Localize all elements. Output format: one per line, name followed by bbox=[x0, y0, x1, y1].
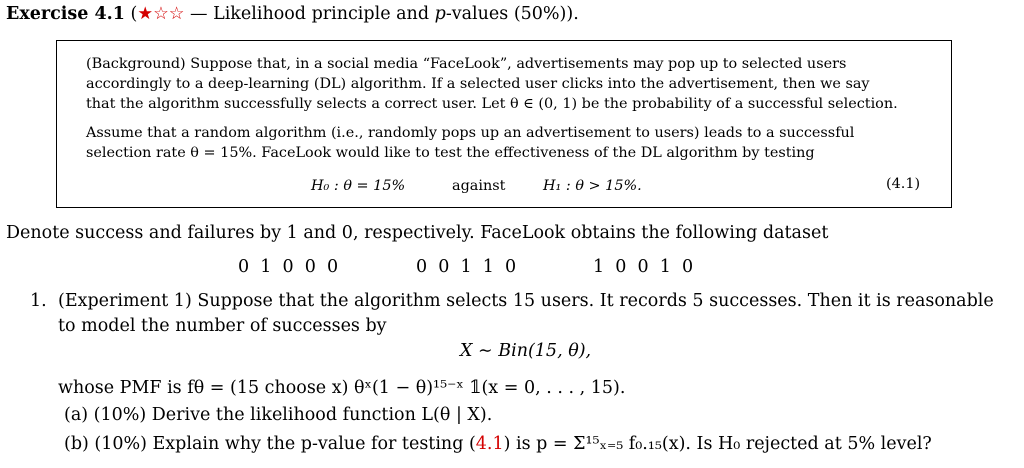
exercise-title bbox=[6, 4, 579, 24]
title-separator: — bbox=[184, 4, 214, 24]
item-1-number: 1. bbox=[30, 291, 47, 311]
hypothesis-h1: H₁ : θ > 15%. bbox=[543, 178, 642, 194]
item-1-line-2: to model the number of successes by bbox=[58, 316, 387, 336]
dataset-group-3: 1 0 0 1 0 bbox=[593, 257, 694, 277]
equation-reference[interactable]: 4.1 bbox=[475, 434, 504, 454]
background-line-4: Assume that a random algorithm (i.e., randomly pops up an advertisement to users) leads to a successful bbox=[86, 125, 855, 141]
background-line-2: accordingly to a deep-learning (DL) algorithm. If a selected user clicks into the advertisement, then we say bbox=[86, 76, 870, 92]
pmf-line: whose PMF is fθ = (15 choose x) θˣ(1 − θ)¹⁵⁻ˣ 𝟙(x = 0, . . . , 15). bbox=[58, 378, 626, 398]
dataset-intro: Denote success and failures by 1 and 0, respectively. FaceLook obtains the following dataset bbox=[6, 223, 829, 243]
model-equation: X ∼ Bin(15, θ), bbox=[460, 341, 592, 361]
dataset-group-1: 0 1 0 0 0 bbox=[238, 257, 339, 277]
part-b-pre: (b) (10%) Explain why the p-value for testing ( bbox=[64, 434, 476, 454]
item-1-line-1: (Experiment 1) Suppose that the algorithm selects 15 users. It records 5 successes. Then it is reasonable bbox=[58, 291, 994, 311]
part-b-post: ) is p = Σ¹⁵ₓ₌₅ f₀.₁₅(x). Is H₀ rejected at 5% level? bbox=[503, 434, 932, 454]
paren-open: ( bbox=[130, 4, 138, 24]
part-a: (a) (10%) Derive the likelihood function L(θ | X). bbox=[64, 405, 493, 425]
equation-number: (4.1) bbox=[886, 176, 921, 192]
part-b bbox=[64, 434, 932, 454]
title-text: Likelihood principle and bbox=[213, 4, 435, 24]
exercise-label: Exercise 4.1 bbox=[6, 4, 125, 24]
background-line-3: that the algorithm successfully selects a correct user. Let θ ∈ (0, 1) be the probability of a successful selection. bbox=[86, 96, 898, 112]
difficulty-stars: ★☆☆ bbox=[137, 4, 185, 24]
title-end: -values (50%)). bbox=[445, 4, 579, 24]
background-line-1: (Background) Suppose that, in a social media “FaceLook”, advertisements may pop up to selected users bbox=[86, 56, 847, 72]
against-word: against bbox=[452, 178, 506, 194]
hypothesis-h0: H₀ : θ = 15% bbox=[311, 178, 406, 194]
background-line-5: selection rate θ = 15%. FaceLook would like to test the effectiveness of the DL algorithm by testing bbox=[86, 145, 815, 161]
p-symbol: p bbox=[434, 4, 446, 24]
dataset-group-2: 0 0 1 1 0 bbox=[416, 257, 517, 277]
